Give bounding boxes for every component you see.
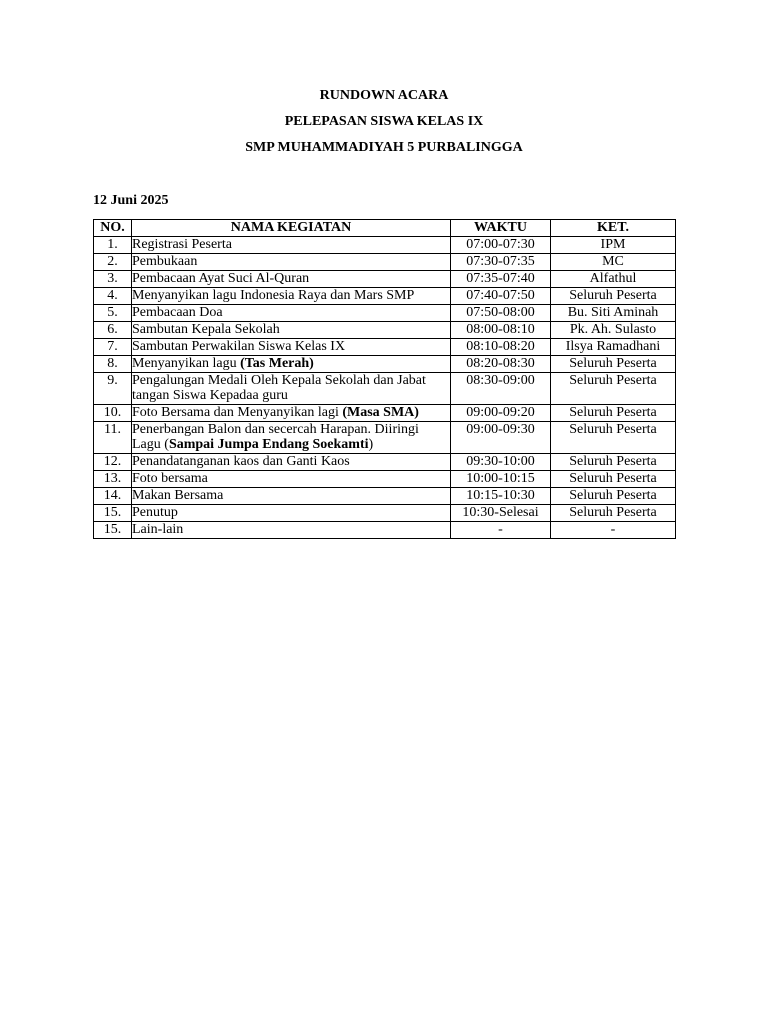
row-number: 7.	[94, 339, 132, 356]
activity-name: Pembukaan	[132, 254, 451, 271]
table-row	[94, 305, 676, 322]
table-row	[94, 505, 676, 522]
activity-time: 10:00-10:15	[451, 471, 551, 488]
event-date: 12 Juni 2025	[93, 193, 169, 208]
table-row	[94, 422, 676, 454]
table-row	[94, 339, 676, 356]
activity-name: Sambutan Kepala Sekolah	[132, 322, 451, 339]
row-number: 2.	[94, 254, 132, 271]
row-number: 12.	[94, 454, 132, 471]
activity-name: Penandatanganan kaos dan Ganti Kaos	[132, 454, 451, 471]
activity-time: 07:50-08:00	[451, 305, 551, 322]
activity-note: Ilsya Ramadhani	[551, 339, 676, 356]
activity-time: 09:30-10:00	[451, 454, 551, 471]
activity-time: 07:30-07:35	[451, 254, 551, 271]
table-row	[94, 288, 676, 305]
table-row	[94, 471, 676, 488]
row-number: 1.	[94, 237, 132, 254]
activity-time: 08:00-08:10	[451, 322, 551, 339]
activity-note: Seluruh Peserta	[551, 288, 676, 305]
activity-note: Pk. Ah. Sulasto	[551, 322, 676, 339]
activity-name: Penutup	[132, 505, 451, 522]
activity-time: 10:15-10:30	[451, 488, 551, 505]
row-number: 4.	[94, 288, 132, 305]
table-row	[94, 254, 676, 271]
row-number: 8.	[94, 356, 132, 373]
song-title: (Tas Merah)	[240, 356, 314, 371]
activity-time: 08:20-08:30	[451, 356, 551, 373]
activity-name: Sambutan Perwakilan Siswa Kelas IX	[132, 339, 451, 356]
activity-name: Pembacaan Doa	[132, 305, 451, 322]
row-number: 10.	[94, 405, 132, 422]
table-row	[94, 522, 676, 539]
activity-time: 07:40-07:50	[451, 288, 551, 305]
activity-name-text: Menyanyikan lagu	[132, 356, 241, 371]
activity-note: Seluruh Peserta	[551, 454, 676, 471]
song-title: (Masa SMA)	[342, 405, 419, 420]
song-title: Sampai Jumpa Endang Soekamti	[168, 437, 369, 452]
row-number: 3.	[94, 271, 132, 288]
activity-note: Seluruh Peserta	[551, 505, 676, 522]
column-header-time: WAKTU	[451, 220, 551, 237]
activity-note: Seluruh Peserta	[551, 471, 676, 488]
activity-note: Seluruh Peserta	[551, 488, 676, 505]
activity-name	[132, 356, 451, 373]
activity-name: Pengalungan Medali Oleh Kepala Sekolah dan Jabat tangan Siswa Kepadaa guru	[132, 373, 451, 405]
table-row	[94, 373, 676, 405]
activity-note: Seluruh Peserta	[551, 373, 676, 405]
activity-name: Makan Bersama	[132, 488, 451, 505]
table-row	[94, 405, 676, 422]
row-number: 11.	[94, 422, 132, 454]
rundown-table	[93, 219, 676, 539]
row-number: 15.	[94, 505, 132, 522]
activity-note: Alfathul	[551, 271, 676, 288]
activity-note: Bu. Siti Aminah	[551, 305, 676, 322]
activity-name: Foto bersama	[132, 471, 451, 488]
school-name: SMP MUHAMMADIYAH 5 PURBALINGGA	[245, 140, 523, 155]
activity-note: IPM	[551, 237, 676, 254]
document-title: RUNDOWN ACARA	[319, 88, 449, 103]
table-header-row	[94, 220, 676, 237]
row-number: 9.	[94, 373, 132, 405]
activity-time: 07:35-07:40	[451, 271, 551, 288]
activity-time: 09:00-09:20	[451, 405, 551, 422]
activity-name: Lain-lain	[132, 522, 451, 539]
column-header-ket: KET.	[551, 220, 676, 237]
row-number: 15.	[94, 522, 132, 539]
table-row	[94, 454, 676, 471]
activity-time: 08:10-08:20	[451, 339, 551, 356]
activity-name-suffix: )	[368, 437, 374, 452]
activity-time: -	[451, 522, 551, 539]
activity-name-text: Penerbangan Balon dan secercah Harapan. Diiringi Lagu (	[132, 422, 419, 452]
activity-note: Seluruh Peserta	[551, 356, 676, 373]
table-row	[94, 488, 676, 505]
table-row	[94, 322, 676, 339]
row-number: 13.	[94, 471, 132, 488]
table-row	[94, 237, 676, 254]
activity-name-text: Foto Bersama dan Menyanyikan lagi	[132, 405, 343, 420]
row-number: 5.	[94, 305, 132, 322]
activity-name: Registrasi Peserta	[132, 237, 451, 254]
column-header-no: NO.	[94, 220, 132, 237]
activity-time: 09:00-09:30	[451, 422, 551, 454]
activity-note: -	[551, 522, 676, 539]
activity-time: 08:30-09:00	[451, 373, 551, 405]
activity-name: Menyanyikan lagu Indonesia Raya dan Mars SMP	[132, 288, 451, 305]
row-number: 6.	[94, 322, 132, 339]
activity-name	[132, 422, 451, 454]
event-subtitle: PELEPASAN SISWA KELAS IX	[284, 114, 484, 129]
activity-time: 07:00-07:30	[451, 237, 551, 254]
column-header-name: NAMA KEGIATAN	[132, 220, 451, 237]
activity-name	[132, 405, 451, 422]
activity-note: Seluruh Peserta	[551, 422, 676, 454]
activity-note: Seluruh Peserta	[551, 405, 676, 422]
table-row	[94, 271, 676, 288]
row-number: 14.	[94, 488, 132, 505]
activity-name: Pembacaan Ayat Suci Al-Quran	[132, 271, 451, 288]
table-row	[94, 356, 676, 373]
activity-note: MC	[551, 254, 676, 271]
activity-time: 10:30-Selesai	[451, 505, 551, 522]
